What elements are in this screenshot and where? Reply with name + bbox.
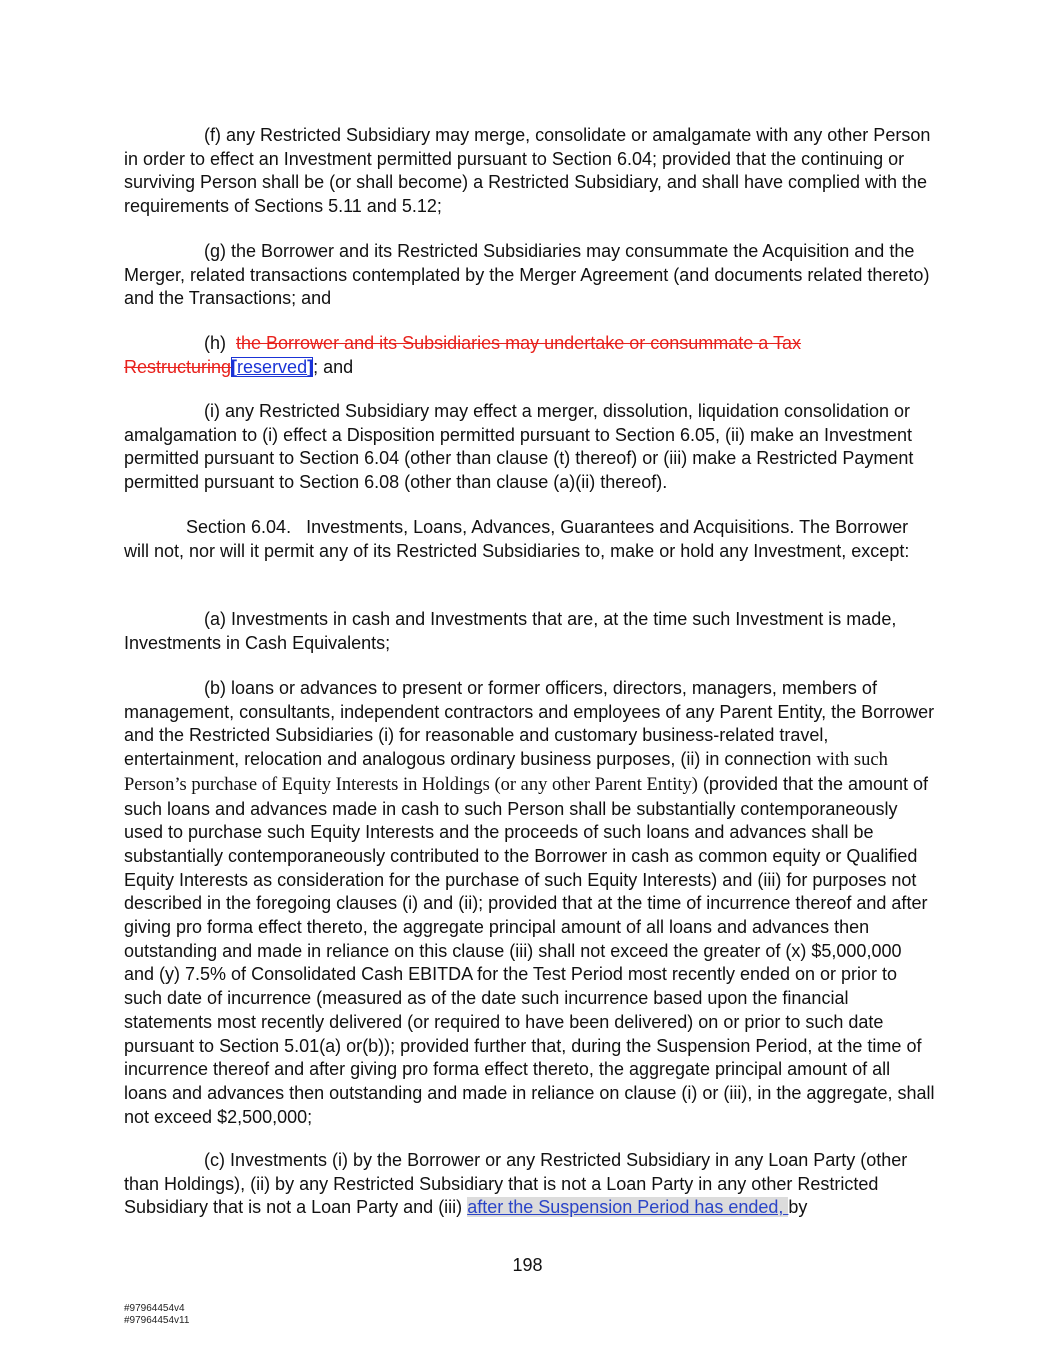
paragraph-b-text-2: (provided that the amount of such loans and advances made in cash to such Person shall be substantially contemporaneously used to purchase such Equity Interests and the proceeds of such loans and advances shall be substantially contemporaneously contributed to the Borrower in cash as common equity or Qualified Equity Interests as consideration for the purchase of such Equity Interests) and (iii) for purposes not described in the foregoing clauses (i) and (ii); provided that at the time of incurrence thereof and after giving pro forma effect thereto, the aggregate principal amount of all loans and advances then outstanding and made in reliance on this clause (iii) shall not exceed the greater of (x) $5,000,000 and (y) 7.5% of Consolidated Cash EBITDA for the Test Period most recently ended on or prior to such date of incurrence (measured as of the date such incurrence based upon the financial statements most recently delivered (or required to have been delivered) on or prior to such date pursuant to Section 5.01(a) or(b)); provided further that, during the Suspension Period, at the time of incurrence thereof and after giving pro forma effect thereto, the aggregate principal amount of all loans and advances then outstanding and made in reliance on clause (i) or (iii), in the aggregate, shall not exceed $2,500,000; [124, 773, 935, 1127]
page-number: 198 [512, 1255, 543, 1275]
paragraph-g [124, 240, 934, 311]
paragraph-a-text: Investments in cash and Investments that are, at the time such Investment is made, Investments in Cash Equivalents; [124, 609, 897, 653]
paragraph-c-tail: by [788, 1197, 808, 1218]
footer-doc-id-2: #97964454v11 [124, 1315, 190, 1326]
paragraph-f-text: any Restricted Subsidiary may merge, consolidate or amalgamate with any other Person in order to effect an Investment permitted pursuant to Section 6.04; provided that the continuing or surviving Person shall be (or shall become) a Restricted Subsidiary, and shall have complied with the requirements of Sections 5.11 and 5.12; [124, 125, 931, 217]
clause-label-b: (b) [204, 678, 226, 698]
paragraph-c [124, 1149, 934, 1220]
paragraph-a [124, 608, 934, 655]
paragraph-b [124, 677, 936, 1129]
footer-doc-id-1: #97964454v4 [124, 1303, 185, 1314]
clause-label-a: (a) [204, 609, 226, 629]
paragraph-g-text: the Borrower and its Restricted Subsidiaries may consummate the Acquisition and the Merger, related transactions contemplated by the Merger Agreement (and documents related thereto) and the Transactions; and [124, 241, 930, 309]
section-number: Section 6.04. [186, 517, 292, 537]
deleted-text: the Borrower and its Subsidiaries may undertake or consummate a Tax Restructuring [124, 333, 801, 377]
insert-open-bracket: [ [231, 356, 238, 377]
clause-label-f: (f) [204, 125, 221, 145]
section-heading [124, 516, 934, 563]
paragraph-h [124, 332, 934, 379]
inserted-highlight-text: after the Suspension Period has ended, [467, 1197, 789, 1218]
paragraph-i-text: any Restricted Subsidiary may effect a merger, dissolution, liquidation consolidation or amalgamation to (i) effect a Disposition permitted pursuant to Section 6.05, (ii) make an Investment permitted pursuant to Section 6.04 (other than clause (t) thereof) or (iii) make a Restricted Payment permitted pursuant to Section 6.08 (other than clause (a)(ii) thereof). [124, 401, 914, 493]
clause-label-h: (h) [204, 333, 226, 353]
paragraph-i [124, 400, 934, 495]
paragraph-h-tail: ; and [313, 356, 354, 377]
paragraph-f [124, 124, 934, 219]
inserted-text: reserved [237, 356, 308, 377]
paragraph-c-text: Investments (i) by the Borrower or any Restricted Subsidiary in any Loan Party (other than Holdings), (ii) by any Restricted Subsidiary that is not a Loan Party in any other Restricted Subsidiary that is not a Loan Party and (iii) [124, 1150, 908, 1218]
paragraph-b-text-1: loans or advances to present or former officers, directors, managers, members of management, consultants, independent contractors and employees of any Parent Entity, the Borrower and the Restricted Subsidiaries (i) for reasonable and customary business-related travel, entertainment, relocation and analogous ordinary business purposes, (ii) in connection [124, 678, 935, 770]
insert-close-bracket: ] [307, 356, 314, 377]
clause-label-g: (g) [204, 241, 226, 261]
section-text: The Borrower will not, nor will it permit any of its Restricted Subsidiaries to, make or hold any Investment, except: [124, 517, 910, 561]
section-title: Investments, Loans, Advances, Guarantees and Acquisitions. [306, 517, 795, 537]
paragraph-b-serif-text: with such Person’s purchase of Equity Interests in Holdings (or any other Parent Entity) [124, 750, 888, 795]
clause-label-i: (i) [204, 401, 220, 421]
clause-label-c: (c) [204, 1150, 225, 1170]
